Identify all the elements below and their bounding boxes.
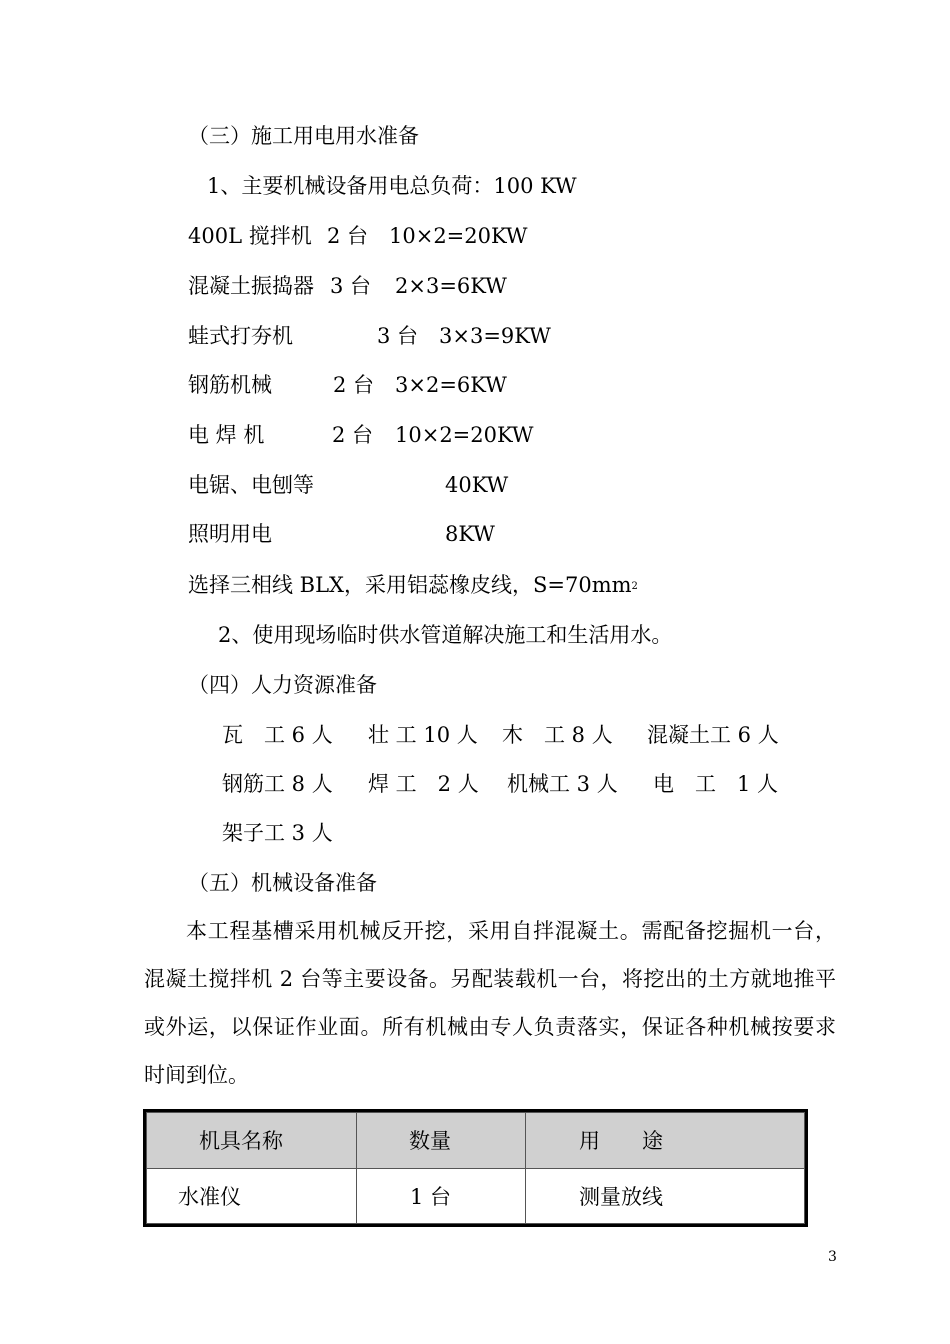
equipment-qty: 2 台 xyxy=(327,224,369,248)
page-number: 3 xyxy=(828,1249,837,1265)
table-header-cell: 机具名称 xyxy=(147,1113,357,1169)
worker-entry: 机械工 3 人 xyxy=(507,772,618,796)
equipment-name: 400L 搅拌机 xyxy=(188,224,312,248)
equipment-name: 电锯、电刨等 xyxy=(188,473,314,497)
equipment-name: 电 焊 机 xyxy=(188,423,265,447)
cable-spec xyxy=(188,571,638,599)
equipment-name: 混凝土振捣器 xyxy=(188,274,314,298)
equipment-power: 3×2=6KW xyxy=(395,373,507,397)
section3-heading: （三）施工用电用水准备 xyxy=(188,124,419,148)
equipment-power: 2×3=6KW xyxy=(395,274,507,298)
worker-entry: 焊 工 2 人 xyxy=(368,772,479,796)
equipment-qty: 2 台 xyxy=(332,423,374,447)
worker-entry: 混凝土工 6 人 xyxy=(647,723,779,747)
equipment-power: 10×2=20KW xyxy=(389,224,528,248)
equipment-name: 照明用电 xyxy=(188,522,272,546)
equipment-qty: 3 台 xyxy=(330,274,372,298)
table-header-cell: 用 途 xyxy=(526,1113,805,1169)
equipment-power: 40KW xyxy=(445,473,509,497)
section5-heading: （五）机械设备准备 xyxy=(188,871,377,895)
equipment-qty: 3 台 xyxy=(377,324,419,348)
cable-text: 选择三相线 BLX，采用铝蕊橡皮线，S=70mm xyxy=(188,573,632,597)
cable-superscript: 2 xyxy=(631,581,638,592)
table-header-cell: 数量 xyxy=(357,1113,526,1169)
worker-entry: 架子工 3 人 xyxy=(222,821,333,845)
table-cell: 测量放线 xyxy=(526,1168,805,1224)
equipment-power: 8KW xyxy=(445,522,495,546)
equipment-power: 10×2=20KW xyxy=(395,423,534,447)
worker-entry: 木 工 8 人 xyxy=(502,723,613,747)
table-row xyxy=(147,1168,805,1224)
table-cell: 水准仪 xyxy=(147,1168,357,1224)
worker-entry: 电 工 1 人 xyxy=(653,772,779,796)
worker-entry: 钢筋工 8 人 xyxy=(222,772,333,796)
equipment-name: 钢筋机械 xyxy=(188,373,272,397)
worker-entry: 瓦 工 6 人 xyxy=(222,723,333,747)
water-supply-item: 2、使用现场临时供水管道解决施工和生活用水。 xyxy=(218,623,673,647)
equipment-power: 3×3=9KW xyxy=(439,324,551,348)
worker-entry: 壮 工 10 人 xyxy=(368,723,478,747)
equipment-qty: 2 台 xyxy=(333,373,375,397)
equipment-table xyxy=(143,1109,808,1227)
equipment-name: 蛙式打夯机 xyxy=(188,324,293,348)
table-cell: 1 台 xyxy=(357,1168,526,1224)
section5-paragraph: 本工程基槽采用机械反开挖，采用自拌混凝土。需配备挖掘机一台，混凝土搅拌机 2 台等主要设备。另配装载机一台，将挖出的土方就地推平或外运，以保证作业面。所有机械由专人负责落实，保证各种机械按要求时间到位。 xyxy=(144,919,836,1087)
table-header-row xyxy=(147,1113,805,1169)
section4-heading: （四）人力资源准备 xyxy=(188,673,377,697)
power-total-item: 1、主要机械设备用电总负荷：100 KW xyxy=(207,174,577,198)
